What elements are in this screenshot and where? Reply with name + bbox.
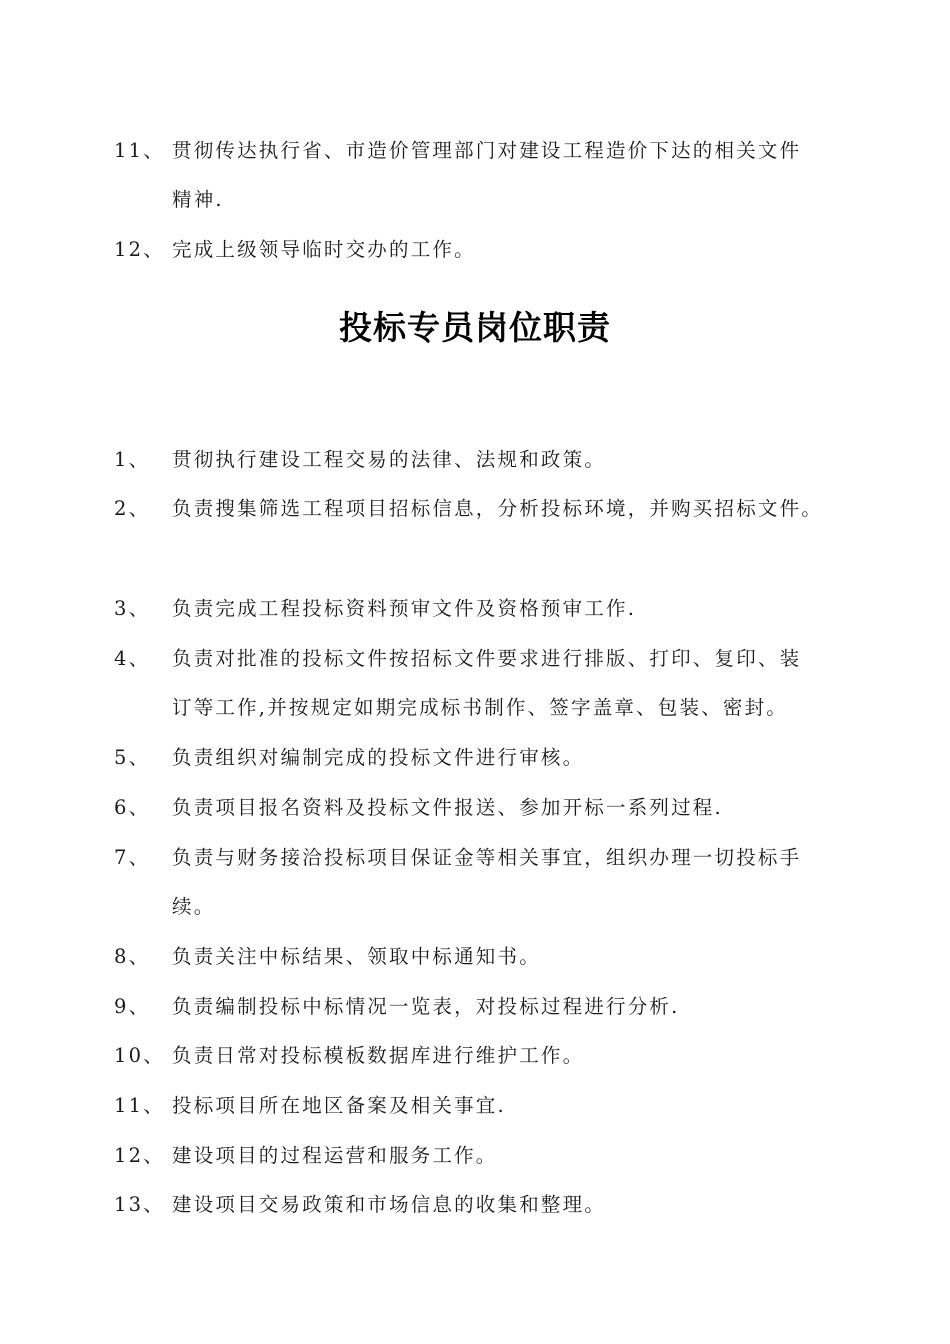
item-text: 投标项目所在地区备案及相关事宜.	[172, 1094, 506, 1117]
item-continuation: 精神.	[172, 188, 224, 211]
item-number: 11、	[114, 1094, 165, 1117]
item-number: 5、	[114, 746, 151, 769]
item-text: 负责日常对投标模板数据库进行维护工作。	[172, 1044, 585, 1067]
item-text: 完成上级领导临时交办的工作。	[172, 238, 476, 261]
item-text: 贯彻执行建设工程交易的法律、法规和政策。	[172, 448, 607, 471]
item-number: 12、	[114, 238, 165, 261]
section-title: 投标专员岗位职责	[339, 308, 611, 347]
item-text: 建设项目交易政策和市场信息的收集和整理。	[172, 1193, 607, 1216]
item-number: 2、	[114, 497, 151, 520]
item-text: 负责项目报名资料及投标文件报送、参加开标一系列过程.	[172, 796, 723, 819]
item-text: 负责关注中标结果、领取中标通知书。	[172, 945, 541, 968]
item-text: 建设项目的过程运营和服务工作。	[172, 1144, 498, 1167]
item-text: 负责编制投标中标情况一览表，对投标过程进行分析.	[172, 995, 680, 1018]
item-number: 9、	[114, 995, 151, 1018]
item-text: 贯彻传达执行省、市造价管理部门对建设工程造价下达的相关文件	[172, 139, 802, 162]
item-text: 负责组织对编制完成的投标文件进行审核。	[172, 746, 585, 769]
item-number: 13、	[114, 1193, 165, 1216]
item-text: 负责搜集筛选工程项目招标信息，分析投标环境，并购买招标文件。	[172, 497, 824, 520]
item-text: 负责与财务接洽投标项目保证金等相关事宜，组织办理一切投标手	[172, 846, 802, 869]
item-number: 4、	[114, 647, 151, 670]
item-text: 负责完成工程投标资料预审文件及资格预审工作.	[172, 597, 637, 620]
item-number: 11、	[114, 139, 165, 162]
item-number: 8、	[114, 945, 151, 968]
item-number: 12、	[114, 1144, 165, 1167]
item-continuation: 续。	[172, 895, 216, 918]
item-text: 负责对批准的投标文件按招标文件要求进行排版、打印、复印、装	[172, 647, 802, 670]
item-number: 10、	[114, 1044, 165, 1067]
item-number: 3、	[114, 597, 151, 620]
item-continuation: 订等工作,并按规定如期完成标书制作、签字盖章、包装、密封。	[172, 696, 788, 719]
item-number: 7、	[114, 846, 151, 869]
item-number: 6、	[114, 796, 151, 819]
item-number: 1、	[114, 448, 151, 471]
